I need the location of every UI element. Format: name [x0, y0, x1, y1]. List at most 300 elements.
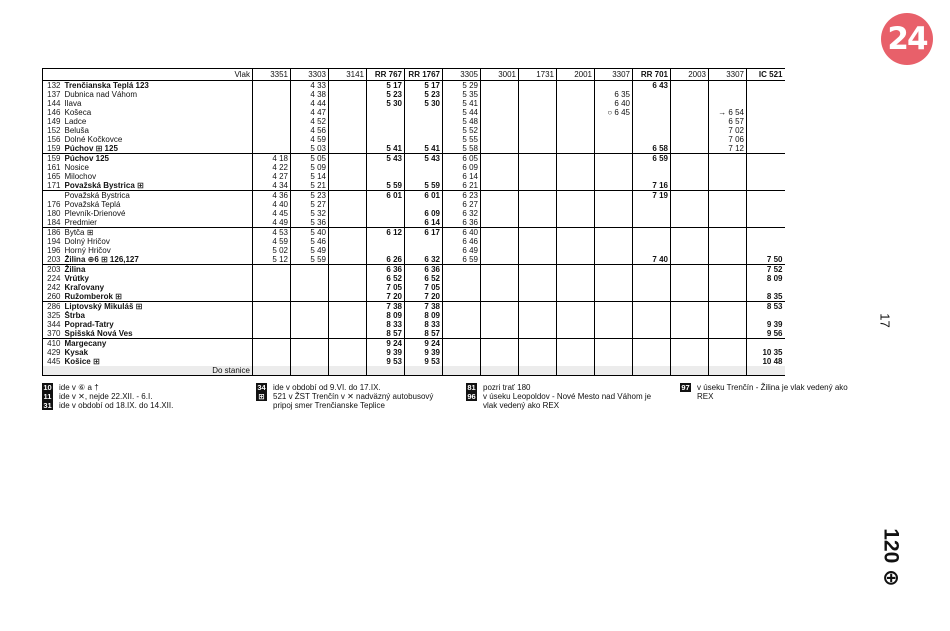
- time-cell: 7 20: [367, 292, 405, 302]
- time-cell: [405, 237, 443, 246]
- time-cell: 5 41: [443, 99, 481, 108]
- time-cell: 4 49: [253, 218, 291, 228]
- time-cell: [519, 90, 557, 99]
- time-cell: [557, 292, 595, 302]
- time-cell: [671, 237, 709, 246]
- time-cell: [633, 126, 671, 135]
- time-cell: [519, 135, 557, 144]
- footnote-text: ide v období od 18.IX. do 14.XII.: [59, 401, 174, 410]
- time-cell: 10 48: [747, 357, 785, 366]
- time-cell: [329, 191, 367, 201]
- time-cell: 8 57: [405, 329, 443, 339]
- footer-cell: [633, 366, 671, 376]
- time-cell: [481, 246, 519, 255]
- time-cell: 6 32: [443, 209, 481, 218]
- time-cell: [329, 172, 367, 181]
- time-cell: [633, 237, 671, 246]
- time-cell: [329, 90, 367, 99]
- km-cell: 144: [43, 99, 63, 108]
- footnote-text: v úseku Trenčín - Žilina je vlak vedený ako REX: [697, 383, 848, 401]
- time-cell: 5 30: [367, 99, 405, 108]
- time-cell: 5 35: [443, 90, 481, 99]
- time-cell: [671, 283, 709, 292]
- time-cell: [671, 357, 709, 366]
- time-cell: [557, 320, 595, 329]
- time-cell: 4 34: [253, 181, 291, 191]
- time-cell: [481, 81, 519, 91]
- station-name: Žilina ⊕6 ⊞ 126,127: [64, 255, 139, 264]
- time-cell: [367, 209, 405, 218]
- time-cell: [709, 265, 747, 275]
- time-cell: [747, 209, 785, 218]
- table-row: [43, 311, 785, 320]
- time-cell: [595, 181, 633, 191]
- time-cell: [329, 311, 367, 320]
- footnote-text: v úseku Leopoldov - Nové Mesto nad Váhom je vlak vedený ako REX: [483, 392, 652, 410]
- time-cell: [253, 339, 291, 349]
- time-cell: [443, 302, 481, 312]
- time-cell: 7 06: [709, 135, 747, 144]
- time-cell: [595, 126, 633, 135]
- station-name: Ilava: [64, 99, 82, 108]
- time-cell: [709, 283, 747, 292]
- time-cell: [557, 126, 595, 135]
- train-number: 3001: [481, 69, 519, 81]
- page-number: 17: [877, 313, 893, 328]
- table-row: [43, 135, 785, 144]
- train-number: IC 521: [747, 69, 785, 81]
- time-cell: 5 41: [405, 144, 443, 154]
- train-number: 1731: [519, 69, 557, 81]
- time-cell: [709, 274, 747, 283]
- time-cell: 4 53: [253, 228, 291, 238]
- time-cell: 6 21: [443, 181, 481, 191]
- time-cell: [709, 200, 747, 209]
- time-cell: [519, 209, 557, 218]
- time-cell: [633, 163, 671, 172]
- time-cell: 5 44: [443, 108, 481, 117]
- time-cell: [291, 283, 329, 292]
- table-row: [43, 255, 785, 265]
- km-cell: 171: [43, 181, 63, 191]
- train-number: 3141: [329, 69, 367, 81]
- time-cell: 9 24: [405, 339, 443, 349]
- time-cell: [253, 99, 291, 108]
- time-cell: [557, 209, 595, 218]
- time-cell: [253, 320, 291, 329]
- time-cell: [633, 265, 671, 275]
- time-cell: [747, 311, 785, 320]
- time-cell: [557, 108, 595, 117]
- time-cell: 6 35: [595, 90, 633, 99]
- time-cell: [329, 163, 367, 172]
- time-cell: [253, 292, 291, 302]
- time-cell: [633, 218, 671, 228]
- footnote: [42, 401, 173, 410]
- time-cell: [557, 348, 595, 357]
- time-cell: [481, 135, 519, 144]
- time-cell: [329, 228, 367, 238]
- station-name: Štrba: [64, 311, 85, 320]
- time-cell: 8 09: [367, 311, 405, 320]
- time-cell: [671, 209, 709, 218]
- footnote-text: ide v období od 9.VI. do 17.IX.: [273, 383, 381, 392]
- time-cell: 5 59: [291, 255, 329, 265]
- time-cell: 4 33: [291, 81, 329, 91]
- km-cell: 159: [43, 144, 63, 154]
- time-cell: [671, 154, 709, 164]
- time-cell: [557, 246, 595, 255]
- km-cell: 224: [43, 274, 63, 283]
- time-cell: [671, 265, 709, 275]
- time-cell: [557, 283, 595, 292]
- footnote: [466, 383, 530, 392]
- time-cell: 5 48: [443, 117, 481, 126]
- time-cell: [481, 237, 519, 246]
- time-cell: [747, 81, 785, 91]
- time-cell: 5 23: [291, 191, 329, 201]
- time-cell: [709, 209, 747, 218]
- time-cell: [253, 126, 291, 135]
- time-cell: [253, 144, 291, 154]
- time-cell: [519, 117, 557, 126]
- km-cell: 410: [43, 339, 63, 349]
- time-cell: [481, 255, 519, 265]
- time-cell: [557, 172, 595, 181]
- time-cell: [747, 108, 785, 117]
- time-cell: [633, 99, 671, 108]
- time-cell: [747, 135, 785, 144]
- train-number: 2001: [557, 69, 595, 81]
- footer-cell: [367, 366, 405, 376]
- time-cell: 5 17: [405, 81, 443, 91]
- time-cell: 5 23: [405, 90, 443, 99]
- time-cell: [709, 163, 747, 172]
- time-cell: [519, 320, 557, 329]
- station-name: Považská Teplá: [64, 200, 121, 209]
- header-row: [43, 69, 785, 81]
- time-cell: 5 59: [405, 181, 443, 191]
- time-cell: 8 09: [405, 311, 443, 320]
- time-cell: 6 36: [405, 265, 443, 275]
- time-cell: 5 55: [443, 135, 481, 144]
- time-cell: [443, 357, 481, 366]
- time-cell: [329, 255, 367, 265]
- table-row: [43, 126, 785, 135]
- time-cell: [367, 163, 405, 172]
- train-number: 3303: [291, 69, 329, 81]
- time-cell: 6 12: [367, 228, 405, 238]
- time-cell: [481, 283, 519, 292]
- time-cell: [329, 99, 367, 108]
- train-number: 3307: [709, 69, 747, 81]
- time-cell: 5 02: [253, 246, 291, 255]
- km-cell: 370: [43, 329, 63, 339]
- time-cell: 6 40: [595, 99, 633, 108]
- time-cell: [709, 228, 747, 238]
- time-cell: [709, 357, 747, 366]
- time-cell: [671, 135, 709, 144]
- time-cell: 4 27: [253, 172, 291, 181]
- station-name: Košeca: [64, 108, 92, 117]
- time-cell: 5 59: [367, 181, 405, 191]
- time-cell: [367, 218, 405, 228]
- km-cell: 203: [43, 255, 63, 265]
- time-cell: [671, 181, 709, 191]
- time-cell: [709, 81, 747, 91]
- time-cell: [329, 154, 367, 164]
- time-cell: [671, 292, 709, 302]
- time-cell: [671, 311, 709, 320]
- time-cell: [253, 81, 291, 91]
- time-cell: [671, 339, 709, 349]
- time-cell: [481, 357, 519, 366]
- time-cell: [481, 274, 519, 283]
- time-cell: [329, 246, 367, 255]
- table-row: [43, 274, 785, 283]
- time-cell: [329, 144, 367, 154]
- time-cell: [481, 181, 519, 191]
- time-cell: 6 52: [405, 274, 443, 283]
- train-number: 3307: [595, 69, 633, 81]
- time-cell: [291, 302, 329, 312]
- time-cell: [557, 311, 595, 320]
- time-cell: [595, 154, 633, 164]
- time-cell: [329, 302, 367, 312]
- time-cell: [633, 108, 671, 117]
- time-cell: [671, 126, 709, 135]
- time-cell: [557, 135, 595, 144]
- time-cell: → 6 54: [709, 108, 747, 117]
- time-cell: 4 18: [253, 154, 291, 164]
- time-cell: [747, 246, 785, 255]
- time-cell: [633, 283, 671, 292]
- time-cell: 7 02: [709, 126, 747, 135]
- time-cell: [253, 357, 291, 366]
- time-cell: [519, 283, 557, 292]
- time-cell: [747, 191, 785, 201]
- time-cell: [329, 339, 367, 349]
- time-cell: [405, 135, 443, 144]
- time-cell: [557, 228, 595, 238]
- footnote-text: ide v ⑥ a †: [59, 383, 99, 392]
- footer-cell: [709, 366, 747, 376]
- time-cell: [253, 329, 291, 339]
- time-cell: 9 56: [747, 329, 785, 339]
- km-cell: 184: [43, 218, 63, 228]
- station-name: Bytča ⊞: [63, 228, 253, 238]
- table-row: [43, 163, 785, 172]
- time-cell: [595, 292, 633, 302]
- time-cell: [747, 181, 785, 191]
- time-cell: 6 32: [405, 255, 443, 265]
- time-cell: [633, 311, 671, 320]
- time-cell: [595, 81, 633, 91]
- time-cell: 6 52: [367, 274, 405, 283]
- km-cell: [43, 191, 63, 201]
- header-km: [43, 69, 63, 81]
- time-cell: 6 17: [405, 228, 443, 238]
- table-row: [43, 209, 785, 218]
- table-row: [43, 154, 785, 164]
- time-cell: [633, 292, 671, 302]
- time-cell: [671, 108, 709, 117]
- time-cell: [595, 274, 633, 283]
- time-cell: 9 53: [405, 357, 443, 366]
- time-cell: [633, 135, 671, 144]
- time-cell: 6 36: [367, 265, 405, 275]
- footnote-key: 96: [467, 392, 476, 401]
- time-cell: 4 45: [253, 209, 291, 218]
- station-name: Horný Hričov: [64, 246, 111, 255]
- time-cell: [747, 163, 785, 172]
- table-row: [43, 246, 785, 255]
- time-cell: [595, 209, 633, 218]
- station-name: Dolné Kočkovce: [64, 135, 123, 144]
- km-cell: 149: [43, 117, 63, 126]
- time-cell: [405, 246, 443, 255]
- time-cell: [443, 265, 481, 275]
- time-cell: [709, 99, 747, 108]
- time-cell: [557, 90, 595, 99]
- table-row: [43, 339, 785, 349]
- time-cell: 6 27: [443, 200, 481, 209]
- station-name: Kysak: [64, 348, 89, 357]
- time-cell: [671, 99, 709, 108]
- time-cell: [671, 144, 709, 154]
- time-cell: [291, 311, 329, 320]
- time-cell: [709, 329, 747, 339]
- time-cell: [329, 126, 367, 135]
- footnote-text: 521 v ŽST Trenčín v ✕ nadväzný autobusový pripoj smer Trenčianske Teplice: [273, 392, 434, 410]
- station-name: Vrútky: [64, 274, 89, 283]
- time-cell: [405, 172, 443, 181]
- time-cell: 8 35: [747, 292, 785, 302]
- time-cell: [633, 348, 671, 357]
- km-cell: 203: [43, 265, 63, 275]
- time-cell: [329, 348, 367, 357]
- time-cell: [481, 144, 519, 154]
- time-cell: [291, 348, 329, 357]
- station-name: Dubnica nad Váhom: [64, 90, 137, 99]
- time-cell: [747, 154, 785, 164]
- time-cell: [709, 172, 747, 181]
- timetable: [42, 68, 785, 376]
- time-cell: [633, 302, 671, 312]
- time-cell: 7 40: [633, 255, 671, 265]
- time-cell: 5 46: [291, 237, 329, 246]
- time-cell: [671, 320, 709, 329]
- time-cell: [519, 81, 557, 91]
- time-cell: [671, 228, 709, 238]
- time-cell: [671, 117, 709, 126]
- time-cell: [329, 283, 367, 292]
- time-cell: [519, 144, 557, 154]
- time-cell: 5 36: [291, 218, 329, 228]
- time-cell: [709, 218, 747, 228]
- time-cell: [253, 90, 291, 99]
- time-cell: 6 59: [633, 154, 671, 164]
- time-cell: [519, 292, 557, 302]
- time-cell: [481, 302, 519, 312]
- footnote-key: 97: [681, 383, 690, 392]
- time-cell: 5 03: [291, 144, 329, 154]
- footer-cell: [405, 366, 443, 376]
- train-number: RR 767: [367, 69, 405, 81]
- time-cell: [671, 172, 709, 181]
- table-row: [43, 228, 785, 238]
- time-cell: [747, 99, 785, 108]
- time-cell: 5 49: [291, 246, 329, 255]
- time-cell: [519, 265, 557, 275]
- time-cell: [747, 126, 785, 135]
- time-cell: 4 59: [253, 237, 291, 246]
- time-cell: [519, 348, 557, 357]
- station-name: Spišská Nová Ves: [64, 329, 133, 338]
- train-number: 3351: [253, 69, 291, 81]
- time-cell: [329, 135, 367, 144]
- time-cell: [481, 348, 519, 357]
- time-cell: [595, 117, 633, 126]
- time-cell: [443, 274, 481, 283]
- time-cell: 6 09: [443, 163, 481, 172]
- time-cell: [291, 265, 329, 275]
- time-cell: [253, 108, 291, 117]
- time-cell: [481, 90, 519, 99]
- time-cell: [481, 99, 519, 108]
- time-cell: [329, 200, 367, 209]
- time-cell: [747, 237, 785, 246]
- time-cell: [329, 181, 367, 191]
- time-cell: [519, 357, 557, 366]
- time-cell: [519, 246, 557, 255]
- time-cell: [709, 320, 747, 329]
- time-cell: 6 58: [633, 144, 671, 154]
- footer-km: [43, 366, 63, 376]
- time-cell: [405, 108, 443, 117]
- time-cell: 4 22: [253, 163, 291, 172]
- time-cell: [291, 292, 329, 302]
- time-cell: [595, 265, 633, 275]
- time-cell: [595, 228, 633, 238]
- time-cell: [253, 265, 291, 275]
- footnote-key: 10: [43, 383, 52, 392]
- time-cell: [747, 228, 785, 238]
- time-cell: [671, 255, 709, 265]
- time-cell: [709, 255, 747, 265]
- time-cell: 5 23: [367, 90, 405, 99]
- time-cell: [519, 274, 557, 283]
- time-cell: 5 29: [443, 81, 481, 91]
- time-cell: [709, 191, 747, 201]
- time-cell: [671, 218, 709, 228]
- time-cell: 9 39: [747, 320, 785, 329]
- time-cell: [443, 348, 481, 357]
- time-cell: [557, 163, 595, 172]
- station-name: Kraľovany: [64, 283, 105, 292]
- time-cell: [481, 339, 519, 349]
- line-number: 120 ⊕: [879, 528, 903, 587]
- km-cell: 194: [43, 237, 63, 246]
- time-cell: [557, 274, 595, 283]
- time-cell: [481, 292, 519, 302]
- table-row: [43, 172, 785, 181]
- station-name: Košice ⊞: [64, 357, 100, 366]
- time-cell: [709, 311, 747, 320]
- time-cell: [519, 99, 557, 108]
- time-cell: [709, 292, 747, 302]
- table-row: [43, 191, 785, 201]
